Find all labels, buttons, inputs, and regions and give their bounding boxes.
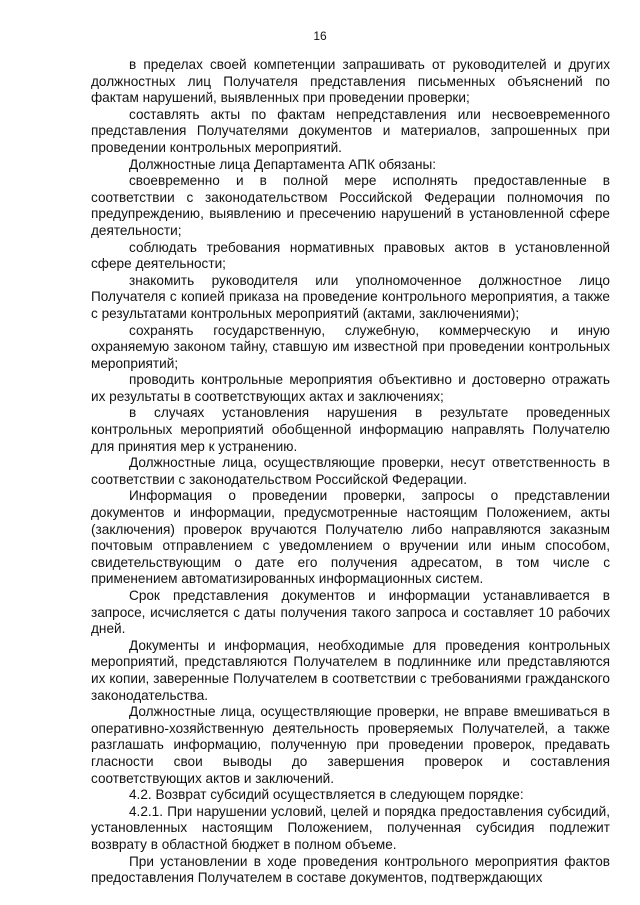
document-body (91, 57, 610, 887)
paragraph-delivery-of-documents: Информация о проведении проверки, запросы о представлении документов и информации, предусмотренные настоящим Положением, акты (заключения) проверок вручаются Получателю либо направляются заказным почтовым отправлением с уведомлением о вручении или иным способом, свидетельствующим о дате его получения адресатом, в том числе с применением автоматизированных информационных систем. (91, 488, 610, 587)
paragraph-exercise-powers: своевременно и в полной мере исполнять предоставленные в соответствии с законодательством Российской Федерации полномочия по предупреждению, выявлению и пресечению нарушений в установленной сфере деятельности; (91, 173, 610, 238)
paragraph-originals-or-copies: Документы и информация, необходимые для проведения контрольных мероприятий, представляются Получателем в подлиннике или представляются их копии, заверенные Получателем в соответствии с требованиями гражданского законодательства. (91, 637, 610, 703)
paragraph-observe-requirements: соблюдать требования нормативных правовых актов в установленной сфере деятельности; (91, 239, 610, 272)
paragraph-acquaint-manager: знакомить руководителя или уполномоченное должностное лицо Получателя с копией приказа на проведение контрольного мероприятия, а также с результатами контрольных мероприятий (актами, заключениями); (91, 272, 610, 321)
paragraph-control-findings: При установлении в ходе проведения контрольного мероприятия фактов предоставления Получателем в составе документов, подтверждающих (91, 853, 610, 886)
paragraph-keep-secrets: сохранять государственную, служебную, коммерческую и иную охраняемую законом тайну, ставшую им известной при проведении контрольных мероприятий; (91, 322, 610, 371)
paragraph-section-4-2: 4.2. Возврат субсидий осуществляется в следующем порядке: (129, 787, 524, 803)
page-number: 16 (313, 29, 327, 43)
paragraph-section-4-2-1: 4.2.1. При нарушении условий, целей и порядка предоставления субсидий, установленных настоящим Положением, полученная субсидия подлежит возврату в областной бюджет в полном объеме. (91, 803, 610, 852)
paragraph-send-information: в случаях установления нарушения в результате проведенных контрольных мероприятий обобщенной информацию направлять Получателю для принятия мер к устранению. (91, 405, 610, 454)
paragraph-compose-acts: составлять акты по фактам непредставления или несвоевременного представления Получателями документов и материалов, запрошенных при проведении контрольных мероприятий. (91, 106, 610, 155)
paragraph-responsibility: Должностные лица, осуществляющие проверки, несут ответственность в соответствии с законодательством Российской Федерации. (91, 455, 610, 487)
paragraph-conduct-objectively: проводить контрольные мероприятия объективно и достоверно отражать их результаты в соответствующих актах и заключениях; (91, 372, 610, 404)
paragraph-competence-requests: в пределах своей компетенции запрашивать от руководителей и других должностных лиц Получателя представления письменных объяснений по фактам нарушений, выявленных при проведении проверки; (91, 57, 610, 106)
paragraph-no-interference: Должностные лица, осуществляющие проверки, не вправе вмешиваться в оперативно-хозяйственную деятельность проверяемых Получателей, а также разглашать информацию, полученную при проведении проверок, предавать гласности свои выводы до завершения проверок и составления соответствующих актов и заключений. (91, 704, 610, 786)
paragraph-officials-obliged: Должностные лица Департамента АПК обязаны: (129, 156, 437, 172)
paragraph-submission-deadline: Срок представления документов и информации устанавливается в запросе, исчисляется с даты получения такого запроса и составляет 10 рабочих дней. (91, 588, 610, 637)
